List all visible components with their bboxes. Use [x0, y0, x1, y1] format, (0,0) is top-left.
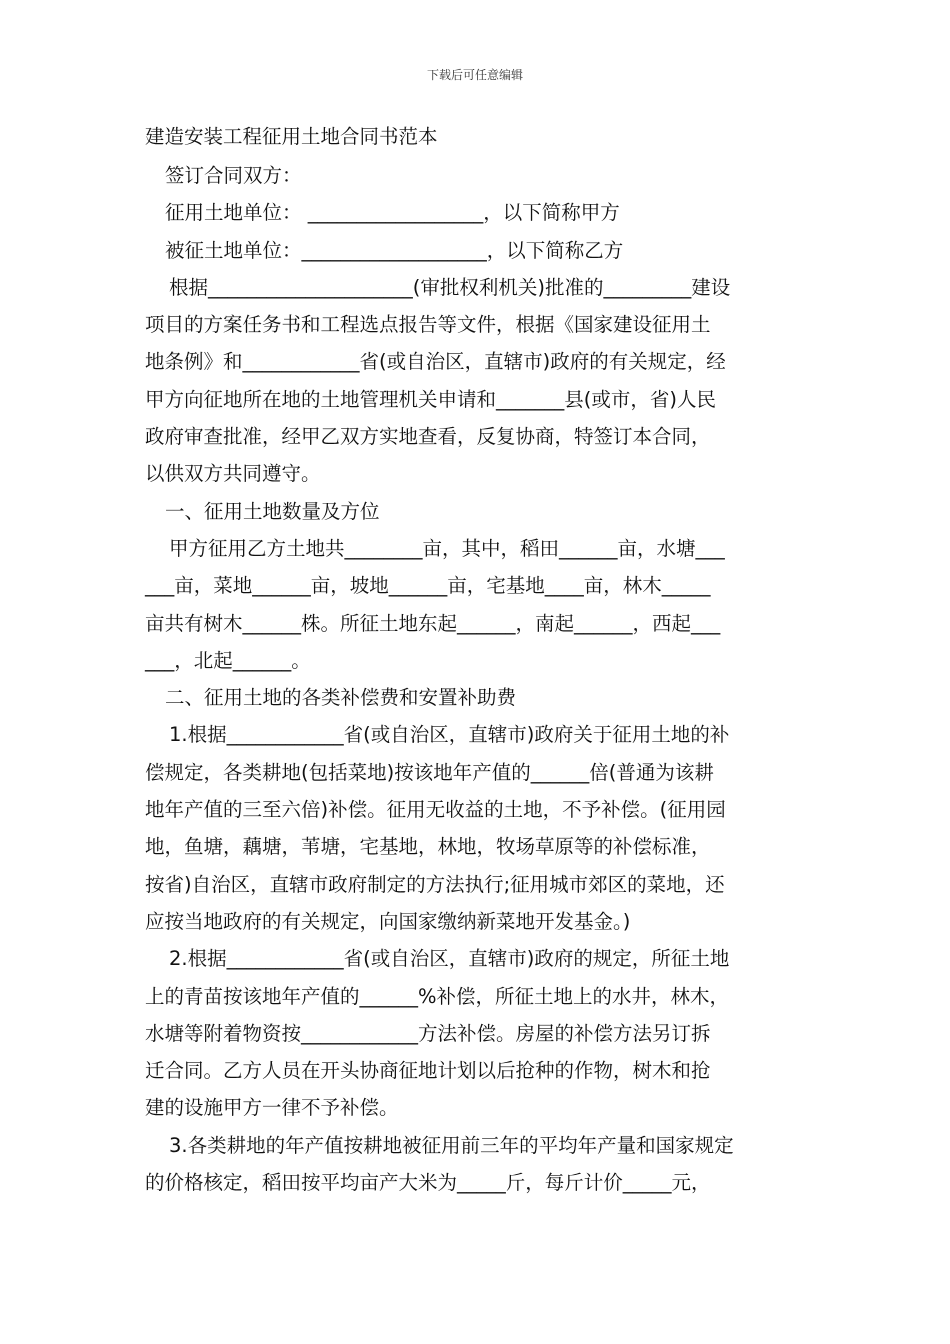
paragraph-line: 甲方向征地所在地的土地管理机关申请和_______县(或市，省)人民	[145, 387, 716, 411]
paragraph-line: 偿规定，各类耕地(包括菜地)按该地年产值的______倍(普通为该耕	[145, 760, 714, 784]
paragraph-line: 项目的方案任务书和工程选点报告等文件，根据《国家建设征用土	[145, 313, 711, 337]
section-heading: 二、征用土地的各类补偿费和安置补助费	[165, 686, 517, 710]
paragraph-line: 地年产值的三至六倍)补偿。征用无收益的土地，不予补偿。(征用园	[145, 798, 726, 822]
paragraph-line: 按省)自治区，直辖市政府制定的方法执行;征用城市郊区的菜地，还	[145, 872, 725, 896]
paragraph-line: 征用土地单位： __________________，以下简称甲方	[165, 201, 620, 225]
paragraph-line: 1.根据____________省(或自治区，直辖市)政府关于征用土地的补	[169, 723, 730, 747]
paragraph-line: 建的设施甲方一律不予补偿。	[145, 1096, 399, 1120]
document-title: 建造安装工程征用土地合同书范本	[145, 125, 438, 148]
paragraph-line: 根据_____________________(审批权利机关)批准的_________建设	[169, 275, 731, 299]
paragraph-line: 的价格核定，稻田按平均亩产大米为_____斤，每斤计价_____元，	[145, 1171, 711, 1195]
paragraph-line: 水塘等附着物资按____________方法补偿。房屋的补偿方法另订拆	[145, 1021, 711, 1045]
paragraph-line: 甲方征用乙方土地共________亩，其中，稻田______亩，水塘___	[169, 536, 725, 560]
paragraph-line: 亩共有树木______株。所征土地东起______，南起______，西起___	[145, 611, 721, 635]
paragraph-line: ___亩，菜地______亩，坡地______亩，宅基地____亩，林木_____	[145, 574, 711, 598]
paragraph-line: 签订合同双方：	[165, 164, 302, 187]
paragraph-line: 迁合同。乙方人员在开头协商征地计划以后抢种的作物，树木和抢	[145, 1059, 711, 1083]
paragraph-line: 以供双方共同遵守。	[145, 462, 321, 486]
paragraph-line: 应按当地政府的有关规定，向国家缴纳新菜地开发基金。)	[145, 909, 631, 933]
paragraph-line: 被征土地单位：___________________，以下简称乙方	[165, 238, 624, 262]
paragraph-line: 上的青苗按该地年产值的______%补偿，所征土地上的水井，林木，	[145, 984, 730, 1008]
paragraph-line: ___，北起______。	[145, 648, 311, 672]
page-header-note: 下载后可任意编辑	[426, 68, 523, 82]
paragraph-line: 3.各类耕地的年产值按耕地被征用前三年的平均年产量和国家规定	[169, 1133, 734, 1157]
paragraph-line: 地条例》和____________省(或自治区，直辖市)政府的有关规定，经	[145, 350, 726, 374]
paragraph-line: 地，鱼塘，藕塘，苇塘，宅基地，林地，牧场草原等的补偿标准，	[145, 835, 711, 859]
paragraph-line: 2.根据____________省(或自治区，直辖市)政府的规定，所征土地	[169, 947, 730, 971]
paragraph-line: 政府审查批准，经甲乙双方实地查看，反复协商，特签订本合同，	[145, 425, 711, 449]
document-body	[145, 157, 807, 1201]
section-heading: 一、征用土地数量及方位	[165, 499, 380, 523]
